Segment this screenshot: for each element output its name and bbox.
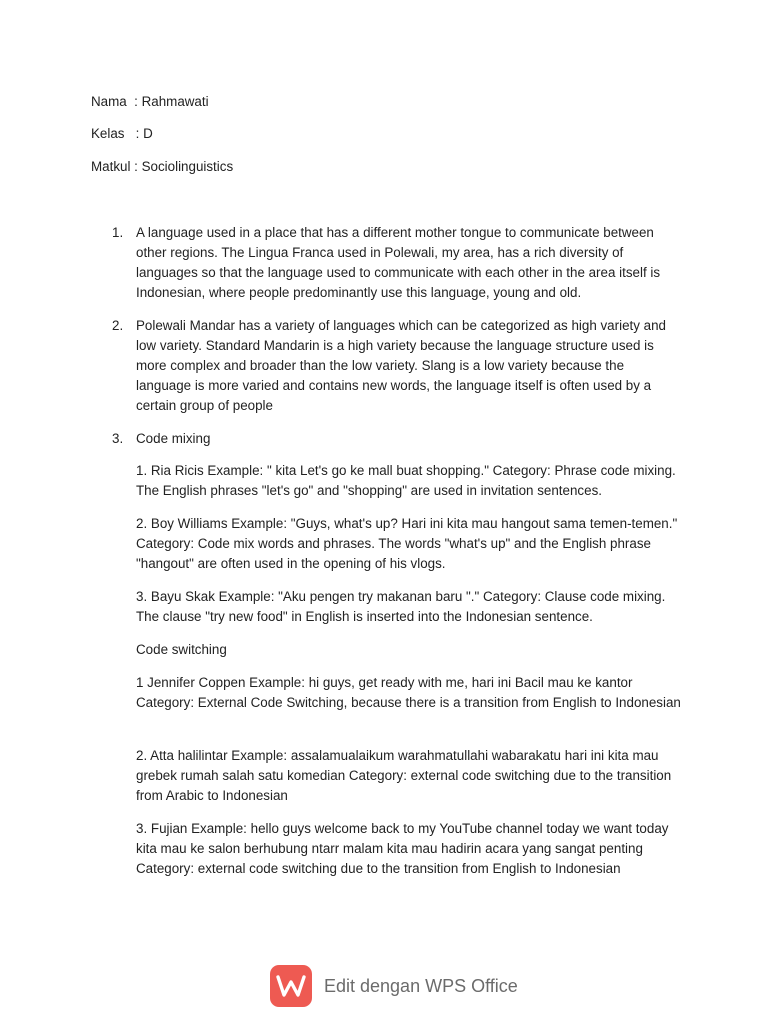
code-mixing-example: 2. Boy Williams Example: "Guys, what's up? Hari ini kita mau hangout sama temen-temen." Category: Code mix words and phrases. The words "what's up" and the English phrase "hangout" are often used in the opening of his vlogs. xyxy=(136,516,678,571)
code-mixing-example: 1. Ria Ricis Example: " kita Let's go ke mall buat shopping." Category: Phrase code mixing. The English phrases "let's go" and "shopping" are used in invitation sentences. xyxy=(136,463,676,498)
code-switching-example: 2. Atta halilintar Example: assalamualaikum warahmatullahi wabarakatu hari ini kita mau grebek rumah salah satu komedian Category: external code switching due to the transition from Arabic to Indonesian xyxy=(136,748,672,803)
course-name: Matkul : Sociolinguistics xyxy=(91,159,234,174)
list-text: A language used in a place that has a different mother tongue to communicate between other regions. The Lingua Franca used in Polewali, my area, has a rich diversity of languages so that the language used to communicate with each other in the area itself is Indonesian, where people predominantly use this language, young and old. xyxy=(136,225,661,300)
wps-logo-icon[interactable] xyxy=(270,965,312,1007)
list-number: 1. xyxy=(112,225,124,240)
student-class: Kelas : D xyxy=(91,126,153,141)
code-switching-example: 1 Jennifer Coppen Example: hi guys, get ready with me, hari ini Bacil mau ke kantor Category: External Code Switching, because there is a transition from English to Indonesian xyxy=(136,675,681,710)
section-heading-code-mixing: Code mixing xyxy=(136,431,211,446)
wps-edit-banner[interactable] xyxy=(270,965,518,1007)
student-name: Nama : Rahmawati xyxy=(91,94,209,109)
section-heading-code-switching: Code switching xyxy=(136,642,227,657)
code-mixing-example: 3. Bayu Skak Example: "Aku pengen try makanan baru "." Category: Clause code mixing. The clause "try new food" in English is inserted into the Indonesian sentence. xyxy=(136,589,666,624)
list-number: 3. xyxy=(112,431,124,446)
wps-edit-link[interactable]: Edit dengan WPS Office xyxy=(324,975,518,996)
list-number: 2. xyxy=(112,318,124,333)
list-text: Polewali Mandar has a variety of languages which can be categorized as high variety and low variety. Standard Mandarin is a high variety because the language structure used is more complex and broader than the low variety. Slang is a low variety because the language is more varied and contains new words, the language itself is often used by a certain group of people xyxy=(136,318,666,413)
code-switching-example: 3. Fujian Example: hello guys welcome back to my YouTube channel today we want today kita mau ke salon berhubung ntarr malam kita mau hadirin acara yang sangat penting Category: external code switching due to the transition from English to Indonesian xyxy=(136,821,669,876)
